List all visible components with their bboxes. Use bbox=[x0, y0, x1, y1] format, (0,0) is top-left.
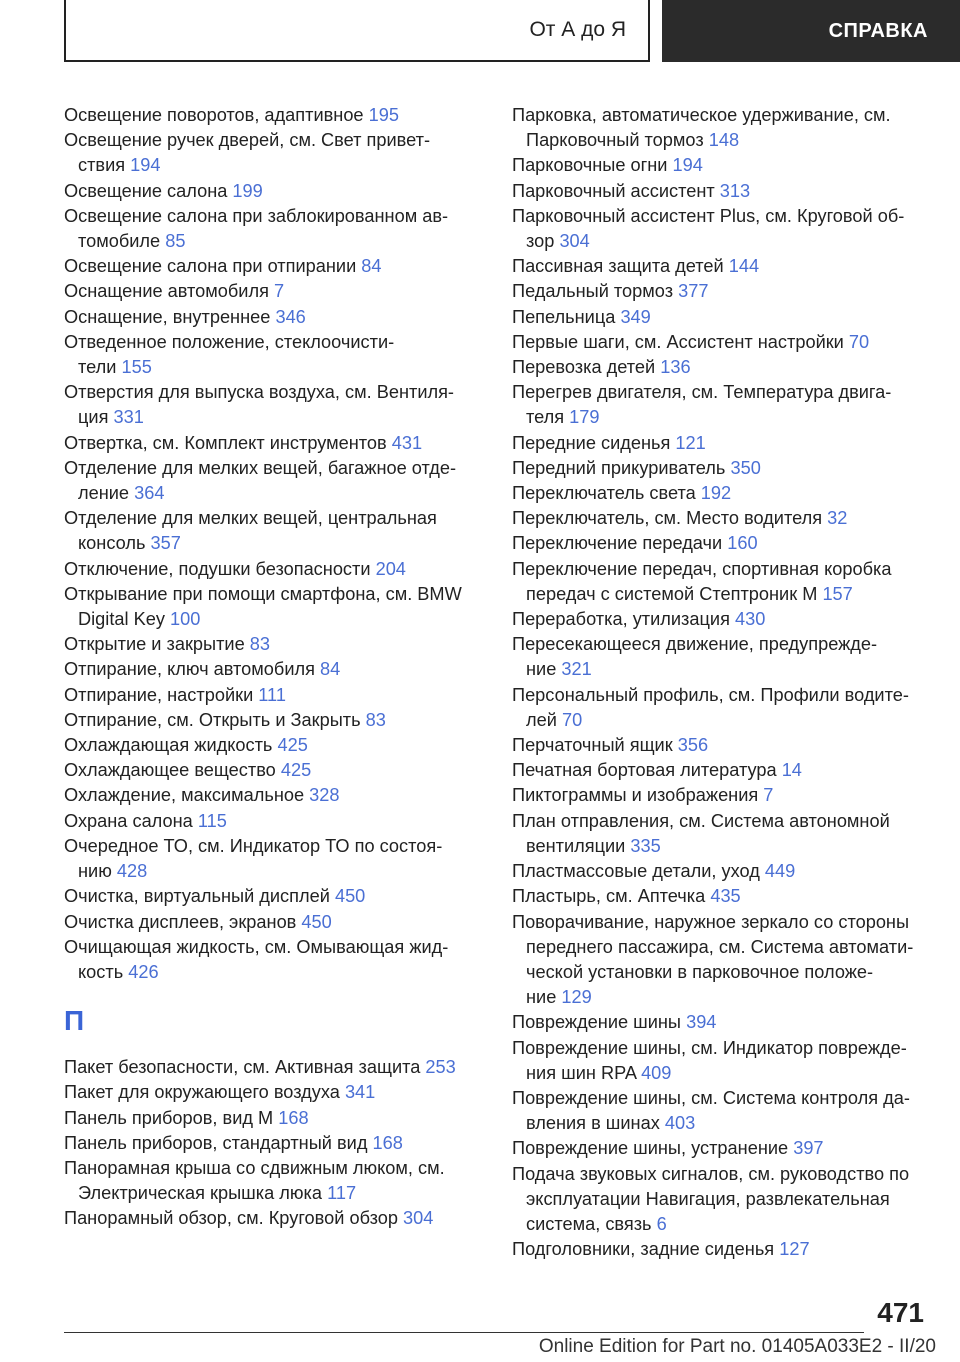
index-entry bbox=[512, 179, 932, 204]
index-entry bbox=[64, 103, 484, 128]
index-entry-text: переднего пассажира, см. Система автомати- bbox=[526, 936, 914, 957]
index-entry-text: Освещение ручек дверей, см. Свет привет- bbox=[64, 130, 431, 151]
index-entry-text: Digital Key bbox=[78, 609, 165, 630]
index-entry bbox=[512, 506, 932, 531]
page-reference-link[interactable]: 397 bbox=[793, 1138, 824, 1159]
page-reference-link[interactable]: 7 bbox=[763, 785, 774, 806]
page-reference-link[interactable]: 450 bbox=[301, 911, 332, 932]
page-reference-link[interactable]: 117 bbox=[327, 1183, 357, 1204]
index-entry bbox=[64, 380, 484, 430]
page-reference-link[interactable]: 350 bbox=[730, 457, 761, 478]
index-entry-text: Печатная бортовая литература bbox=[512, 760, 777, 781]
page-number: 471 bbox=[877, 1297, 924, 1328]
page-reference-link[interactable]: 7 bbox=[273, 281, 285, 302]
page-reference-link[interactable]: 253 bbox=[425, 1057, 456, 1078]
index-entry-text: Переключатель света bbox=[512, 483, 696, 504]
page-reference-link[interactable]: 335 bbox=[630, 835, 661, 856]
index-entry-text: Парковка, автоматическое удерживание, см. bbox=[512, 105, 891, 125]
index-entry-text: томобиле bbox=[78, 231, 161, 252]
index-entry bbox=[512, 884, 932, 909]
index-entry-text: ление bbox=[78, 483, 130, 504]
index-entry-text: ствия bbox=[78, 155, 126, 176]
page-reference-link[interactable]: 127 bbox=[779, 1239, 810, 1260]
index-entry-text: Отключение, подушки безопасности bbox=[64, 558, 371, 579]
section-letter: П bbox=[64, 1005, 85, 1037]
index-entry bbox=[512, 380, 932, 430]
index-entry bbox=[64, 557, 484, 582]
page-reference-link[interactable]: 204 bbox=[375, 558, 406, 579]
index-entry-text: Пассивная защита детей bbox=[512, 256, 724, 277]
page-reference-link[interactable]: 331 bbox=[113, 407, 144, 428]
page-header bbox=[0, 0, 960, 64]
page-reference-link[interactable]: 129 bbox=[561, 987, 592, 1008]
index-entry bbox=[64, 1055, 484, 1080]
index-entry-text: Перчаточный ящик bbox=[512, 735, 673, 756]
index-entry-text: Передний прикуриватель bbox=[512, 457, 726, 478]
index-entry bbox=[512, 1036, 932, 1086]
page-reference-link[interactable]: 349 bbox=[620, 306, 651, 327]
index-entry-text: Пластмассовые детали, уход bbox=[512, 861, 760, 882]
index-entry bbox=[512, 1162, 932, 1238]
index-entry bbox=[512, 531, 932, 556]
page-reference-link[interactable]: 70 bbox=[848, 331, 870, 352]
index-entry-text: Повреждение шины, см. Индикатор поврежде- bbox=[512, 1037, 907, 1058]
index-entry-text: теля bbox=[526, 407, 565, 428]
index-entry bbox=[64, 582, 484, 632]
index-entry bbox=[512, 431, 932, 456]
page-reference-link[interactable]: 341 bbox=[344, 1082, 376, 1103]
index-entry bbox=[512, 481, 932, 506]
index-entry bbox=[64, 305, 484, 330]
index-entry-text: Персональный профиль, см. Профили водите- bbox=[512, 684, 909, 705]
index-entry-text: Очередное ТО, см. Индикатор ТО по состоя- bbox=[64, 835, 443, 856]
index-entry-text: Перевозка детей bbox=[512, 357, 656, 378]
index-entry bbox=[512, 783, 932, 808]
page-reference-link[interactable]: 115 bbox=[197, 810, 227, 831]
index-entry-text: Оснащение, внутреннее bbox=[64, 306, 271, 327]
page-reference-link[interactable]: 121 bbox=[675, 432, 706, 453]
index-entry bbox=[64, 1131, 484, 1156]
index-entry-text: Педальный тормоз bbox=[512, 281, 674, 302]
edition-footer: Online Edition for Part no. 01405A033E2 - II/20 bbox=[538, 1336, 936, 1357]
index-entry bbox=[64, 456, 484, 506]
index-entry-text: тели bbox=[78, 357, 117, 378]
index-entry-text: зор bbox=[526, 231, 555, 252]
page-reference-link[interactable]: 450 bbox=[334, 886, 366, 907]
page-reference-link[interactable]: 100 bbox=[170, 609, 201, 630]
page-reference-link[interactable]: 403 bbox=[664, 1113, 696, 1134]
index-entry bbox=[64, 506, 484, 556]
page-reference-link[interactable]: 160 bbox=[727, 533, 758, 554]
index-entry-text: Пиктограммы и изображения bbox=[512, 785, 759, 806]
index-entry bbox=[512, 910, 932, 1011]
index-entry bbox=[512, 809, 932, 859]
index-entry-text: План отправления, см. Система автономной bbox=[512, 810, 890, 831]
page-reference-link[interactable]: 195 bbox=[368, 105, 399, 125]
index-entry-text: Парковочный тормоз bbox=[526, 130, 704, 151]
index-entry bbox=[512, 204, 932, 254]
index-entry-text: Подголовники, задние сиденья bbox=[512, 1239, 775, 1260]
index-entry-text: Пепельница bbox=[512, 306, 616, 327]
page-reference-link[interactable]: 32 bbox=[827, 508, 848, 529]
index-entry bbox=[512, 254, 932, 279]
index-entry-text: Переработка, утилизация bbox=[512, 609, 730, 630]
page-reference-link[interactable]: 377 bbox=[678, 281, 709, 302]
page-reference-link[interactable]: 83 bbox=[249, 634, 270, 655]
index-entry bbox=[64, 708, 484, 733]
index-entry-text: Панорамная крыша со сдвижным люком, см. bbox=[64, 1157, 445, 1178]
index-entry-text: Отведенное положение, стеклоочисти- bbox=[64, 331, 395, 352]
index-entry-text: Отпирание, настройки bbox=[64, 684, 254, 705]
index-list-p bbox=[64, 1055, 484, 1231]
index-entry bbox=[512, 279, 932, 304]
index-entry bbox=[64, 431, 484, 456]
index-entry bbox=[512, 632, 932, 682]
index-entry bbox=[64, 758, 484, 783]
index-entry bbox=[512, 153, 932, 178]
index-entry-text: Освещение салона bbox=[64, 180, 228, 201]
index-entry bbox=[512, 1010, 932, 1035]
page-reference-link[interactable]: 409 bbox=[641, 1062, 672, 1083]
footer-divider bbox=[64, 1332, 864, 1333]
index-entry bbox=[512, 683, 932, 733]
index-entry-text: кость bbox=[78, 961, 124, 982]
index-entry-text: Открывание при помощи смартфона, см. BMW bbox=[64, 583, 462, 604]
index-entry bbox=[64, 330, 484, 380]
page-reference-link[interactable]: 192 bbox=[700, 483, 732, 504]
page-reference-link[interactable]: 194 bbox=[672, 155, 703, 176]
index-entry-text: вления в шинах bbox=[526, 1113, 660, 1134]
page-reference-link[interactable]: 14 bbox=[781, 760, 802, 781]
page-reference-link[interactable]: 155 bbox=[121, 357, 152, 378]
index-entry-text: Пластырь, см. Аптечка bbox=[512, 886, 706, 907]
page-reference-link[interactable]: 357 bbox=[150, 533, 181, 554]
page-reference-link[interactable]: 304 bbox=[559, 231, 590, 252]
index-entry bbox=[64, 1156, 484, 1206]
page-reference-link[interactable]: 144 bbox=[728, 256, 760, 277]
page-reference-link[interactable]: 428 bbox=[116, 861, 148, 882]
index-entry-text: Очистка дисплеев, экранов bbox=[64, 911, 297, 932]
index-entry-text: Поворачивание, наружное зеркало со стороны bbox=[512, 911, 910, 932]
page-reference-link[interactable]: 435 bbox=[710, 886, 741, 907]
index-column-left bbox=[64, 103, 484, 1232]
index-entry-text: Охрана салона bbox=[64, 810, 193, 831]
page-reference-link[interactable]: 85 bbox=[165, 231, 186, 252]
index-entry-text: ция bbox=[78, 407, 109, 428]
index-entry bbox=[512, 557, 932, 607]
page-reference-link[interactable]: 194 bbox=[130, 155, 161, 176]
page-reference-link[interactable]: 168 bbox=[278, 1107, 309, 1128]
index-entry-text: нию bbox=[78, 861, 112, 882]
index-entry-text: Очистка, виртуальный дисплей bbox=[64, 886, 330, 907]
index-entry-text: консоль bbox=[78, 533, 146, 554]
index-entry bbox=[64, 254, 484, 279]
index-entry-text: вентиляции bbox=[526, 835, 626, 856]
page-reference-link[interactable]: 304 bbox=[403, 1208, 434, 1229]
index-entry bbox=[64, 128, 484, 178]
index-entry-text: Оснащение автомобиля bbox=[64, 281, 269, 302]
index-entry-text: Переключение передачи bbox=[512, 533, 723, 554]
index-entry bbox=[512, 1237, 932, 1262]
index-entry-text: Первые шаги, см. Ассистент настройки bbox=[512, 331, 844, 352]
page-reference-link[interactable]: 84 bbox=[361, 256, 382, 277]
index-entry-text: Пересекающееся движение, предупрежде- bbox=[512, 634, 878, 655]
index-entry bbox=[512, 330, 932, 355]
index-entry bbox=[64, 910, 484, 935]
page-reference-link[interactable]: 83 bbox=[365, 709, 386, 730]
page-reference-link[interactable]: 425 bbox=[277, 735, 308, 756]
page-reference-link[interactable]: 431 bbox=[391, 432, 423, 453]
index-entry-text: Переключение передач, спортивная коробка bbox=[512, 558, 892, 579]
index-entry-text: Подача звуковых сигналов, см. руководство по bbox=[512, 1163, 910, 1184]
index-list-o bbox=[64, 103, 484, 985]
index-list-right bbox=[512, 103, 932, 1262]
page-reference-link[interactable]: 364 bbox=[134, 483, 165, 504]
index-entry-text: Охлаждающая жидкость bbox=[64, 735, 273, 756]
index-entry-text: система, связь bbox=[526, 1213, 652, 1234]
section-title: От А до Я bbox=[64, 0, 650, 62]
index-entry-text: ния шин RPA bbox=[526, 1062, 636, 1083]
index-entry-text: Отделение для мелких вещей, центральная bbox=[64, 508, 437, 529]
index-entry-text: Отделение для мелких вещей, багажное отде- bbox=[64, 457, 457, 478]
index-entry-text: Электрическая крышка люка bbox=[78, 1183, 323, 1204]
index-entry bbox=[512, 607, 932, 632]
index-entry bbox=[64, 935, 484, 985]
index-entry-text: передач с системой Стептроник M bbox=[526, 583, 818, 604]
page-reference-link[interactable]: 425 bbox=[280, 760, 312, 781]
index-entry bbox=[64, 884, 484, 909]
page-reference-link[interactable]: 70 bbox=[561, 709, 583, 730]
index-entry-text: Повреждение шины bbox=[512, 1012, 682, 1033]
page-reference-link[interactable]: 430 bbox=[734, 609, 766, 630]
page-reference-link[interactable]: 148 bbox=[708, 130, 740, 151]
section-tab: СПРАВКА bbox=[662, 0, 960, 62]
page-reference-link[interactable]: 321 bbox=[561, 659, 592, 680]
index-entry-text: Отпирание, см. Открыть и Закрыть bbox=[64, 709, 361, 730]
page-reference-link[interactable]: 328 bbox=[309, 785, 340, 806]
index-entry-text: Панель приборов, стандартный вид bbox=[64, 1132, 368, 1153]
index-entry-text: Парковочный ассистент bbox=[512, 180, 715, 201]
index-entry-text: Повреждение шины, см. Система контроля да- bbox=[512, 1087, 910, 1108]
index-entry bbox=[512, 1136, 932, 1161]
index-entry-text: Отверстия для выпуска воздуха, см. Вентиля- bbox=[64, 382, 454, 403]
page-reference-link[interactable]: 84 bbox=[320, 659, 341, 680]
index-entry-text: Отпирание, ключ автомобиля bbox=[64, 659, 315, 680]
page-reference-link[interactable]: 199 bbox=[232, 180, 263, 201]
index-entry bbox=[512, 103, 932, 153]
index-entry bbox=[512, 305, 932, 330]
page-reference-link[interactable]: 136 bbox=[660, 357, 691, 378]
index-entry-text: Пакет безопасности, см. Активная защита bbox=[64, 1057, 421, 1078]
index-entry bbox=[64, 279, 484, 304]
index-entry bbox=[64, 1206, 484, 1231]
index-entry-text: Переключатель, см. Место водителя bbox=[512, 508, 823, 529]
page-reference-link[interactable]: 426 bbox=[128, 961, 159, 982]
index-entry bbox=[512, 758, 932, 783]
index-entry bbox=[64, 179, 484, 204]
index-entry-text: Панорамный обзор, см. Круговой обзор bbox=[64, 1208, 398, 1229]
index-entry bbox=[64, 733, 484, 758]
page-reference-link[interactable]: 6 bbox=[656, 1213, 667, 1234]
index-entry bbox=[64, 683, 484, 708]
index-entry bbox=[64, 657, 484, 682]
page-reference-link[interactable]: 313 bbox=[719, 180, 751, 201]
index-entry-text: Передние сиденья bbox=[512, 432, 671, 453]
page-reference-link[interactable]: 394 bbox=[686, 1012, 717, 1033]
page-reference-link[interactable]: 157 bbox=[822, 583, 853, 604]
index-entry-text: Парковочные огни bbox=[512, 155, 668, 176]
index-entry bbox=[64, 1080, 484, 1105]
page-reference-link[interactable]: 346 bbox=[275, 306, 306, 327]
index-entry-text: Панель приборов, вид M bbox=[64, 1107, 274, 1128]
index-entry-text: Повреждение шины, устранение bbox=[512, 1138, 789, 1159]
index-entry-text: ние bbox=[526, 659, 557, 680]
index-entry bbox=[64, 783, 484, 808]
index-entry-text: Пакет для окружающего воздуха bbox=[64, 1082, 340, 1103]
index-entry-text: ние bbox=[526, 987, 557, 1008]
index-entry-text: ческой установки в парковочное положе- bbox=[526, 961, 874, 982]
index-entry-text: Освещение салона при отпирании bbox=[64, 256, 357, 277]
index-entry bbox=[64, 1106, 484, 1131]
index-entry-text: Очищающая жидкость, см. Омывающая жид- bbox=[64, 936, 449, 957]
index-entry-text: Освещение салона при заблокированном ав- bbox=[64, 205, 449, 226]
index-entry-text: Отвертка, см. Комплект инструментов bbox=[64, 432, 387, 453]
index-entry bbox=[64, 632, 484, 657]
page-reference-link[interactable]: 449 bbox=[764, 861, 796, 882]
index-column-right bbox=[512, 103, 932, 1262]
index-entry-text: лей bbox=[526, 709, 557, 730]
index-entry-text: Открытие и закрытие bbox=[64, 634, 245, 655]
index-entry-text: Парковочный ассистент Plus, см. Круговой об- bbox=[512, 205, 905, 226]
page-reference-link[interactable]: 111 bbox=[258, 684, 286, 705]
index-entry-text: Перегрев двигателя, см. Температура двига- bbox=[512, 382, 892, 403]
page-reference-link[interactable]: 356 bbox=[677, 735, 709, 756]
index-entry bbox=[512, 1086, 932, 1136]
index-entry bbox=[512, 733, 932, 758]
index-entry bbox=[64, 834, 484, 884]
index-entry-text: Охлаждающее вещество bbox=[64, 760, 276, 781]
index-entry-text: эксплуатации Навигация, развлекательная bbox=[526, 1188, 890, 1209]
index-entry bbox=[64, 204, 484, 254]
index-entry-text: Охлаждение, максимальное bbox=[64, 785, 305, 806]
page-reference-link[interactable]: 168 bbox=[372, 1132, 403, 1153]
index-entry bbox=[512, 355, 932, 380]
index-entry-text: Освещение поворотов, адаптивное bbox=[64, 105, 364, 125]
index-entry bbox=[64, 809, 484, 834]
page-reference-link[interactable]: 179 bbox=[569, 407, 600, 428]
index-entry bbox=[512, 859, 932, 884]
index-entry bbox=[512, 456, 932, 481]
